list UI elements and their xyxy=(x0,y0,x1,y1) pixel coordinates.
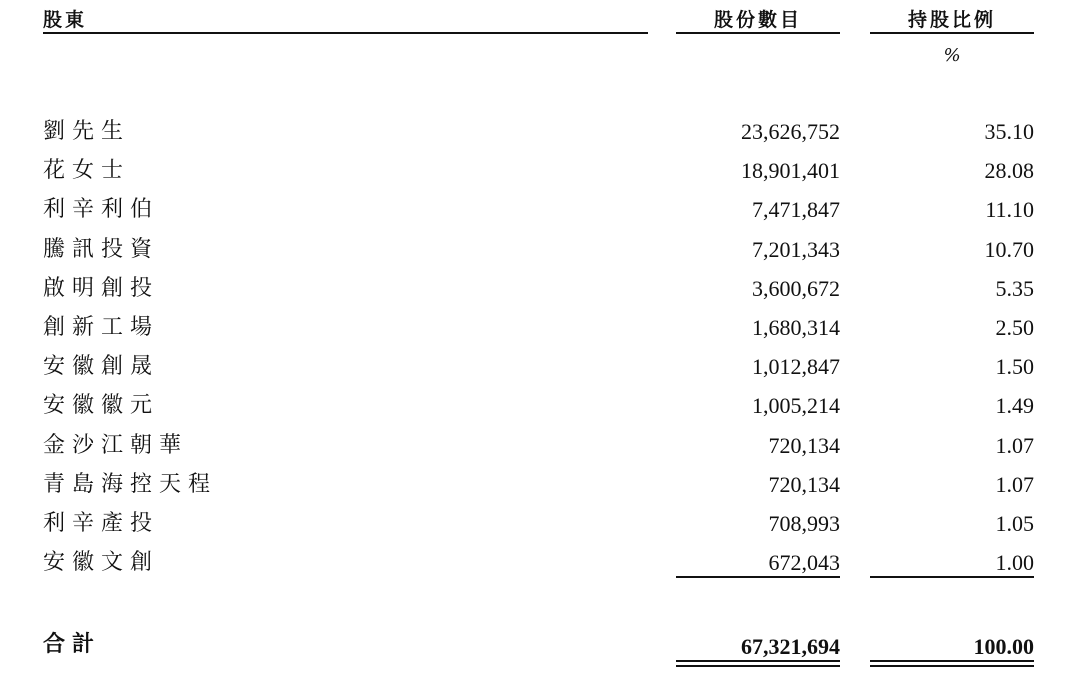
share-percentage: 1.50 xyxy=(995,354,1034,380)
share-percentage: 1.07 xyxy=(995,471,1034,497)
total-double-rule-percentage xyxy=(870,660,1034,667)
header-rule-shareholder xyxy=(43,32,648,34)
share-percentage: 10.70 xyxy=(984,236,1034,262)
header-shareholder: 股東 xyxy=(43,9,88,31)
total-shares: 67,321,694 xyxy=(741,634,840,659)
share-count: 1,680,314 xyxy=(752,314,840,340)
total-double-rule-shares xyxy=(676,660,840,667)
shareholder-name: 利辛產投 xyxy=(43,510,160,536)
share-percentage: 35.10 xyxy=(984,119,1034,144)
table-row xyxy=(0,230,1080,269)
table-row xyxy=(0,504,1080,543)
share-percentage: 5.35 xyxy=(995,275,1034,301)
shareholder-name: 安徽創晟 xyxy=(43,354,160,380)
shareholder-name: 金沙江朝華 xyxy=(43,432,189,458)
shareholder-name: 創新工場 xyxy=(43,314,160,340)
header-shares: 股份數目 xyxy=(713,9,802,31)
share-count: 23,626,752 xyxy=(741,119,840,144)
header-percentage: 持股比例 xyxy=(907,9,996,31)
share-count: 720,134 xyxy=(768,471,840,497)
shareholder-name: 啟明創投 xyxy=(43,275,160,301)
share-percentage: 28.08 xyxy=(984,158,1034,184)
share-count: 720,134 xyxy=(768,432,840,458)
shareholder-name: 利辛利伯 xyxy=(43,197,160,223)
table-row xyxy=(0,308,1080,347)
share-percentage: 11.10 xyxy=(985,197,1034,223)
share-percentage: 2.50 xyxy=(995,314,1034,340)
share-count: 7,471,847 xyxy=(752,197,840,223)
share-count: 708,993 xyxy=(768,510,840,536)
share-count: 1,005,214 xyxy=(752,393,840,419)
share-percentage: 1.05 xyxy=(995,510,1034,536)
total-label: 合計 xyxy=(43,632,102,657)
shareholder-name: 青島海控天程 xyxy=(43,471,218,497)
header-rule-percentage xyxy=(870,32,1034,34)
shareholder-name: 安徽文創 xyxy=(43,550,160,576)
table-row xyxy=(0,112,1080,151)
table-row xyxy=(0,386,1080,425)
table-row xyxy=(0,190,1080,229)
share-count: 672,043 xyxy=(768,550,840,576)
shareholder-name: 騰訊投資 xyxy=(43,236,160,262)
percent-unit-label: % xyxy=(943,45,961,66)
table-row xyxy=(0,151,1080,190)
share-count: 1,012,847 xyxy=(752,354,840,380)
table-row xyxy=(0,347,1080,386)
total-percentage: 100.00 xyxy=(973,634,1034,659)
shareholder-name: 劉先生 xyxy=(43,119,131,144)
shareholder-name: 花女士 xyxy=(43,158,131,184)
share-percentage: 1.07 xyxy=(995,432,1034,458)
table-row xyxy=(0,426,1080,465)
share-count: 7,201,343 xyxy=(752,236,840,262)
share-count: 3,600,672 xyxy=(752,275,840,301)
shareholder-name: 安徽徽元 xyxy=(43,393,160,419)
subtotal-rule-shares xyxy=(676,576,840,578)
share-percentage: 1.00 xyxy=(995,550,1034,576)
table-row xyxy=(0,269,1080,308)
share-percentage: 1.49 xyxy=(995,393,1034,419)
table-row xyxy=(0,465,1080,504)
subtotal-rule-percentage xyxy=(870,576,1034,578)
shareholder-list xyxy=(0,112,1080,582)
header-rule-shares xyxy=(676,32,840,34)
share-count: 18,901,401 xyxy=(741,158,840,184)
